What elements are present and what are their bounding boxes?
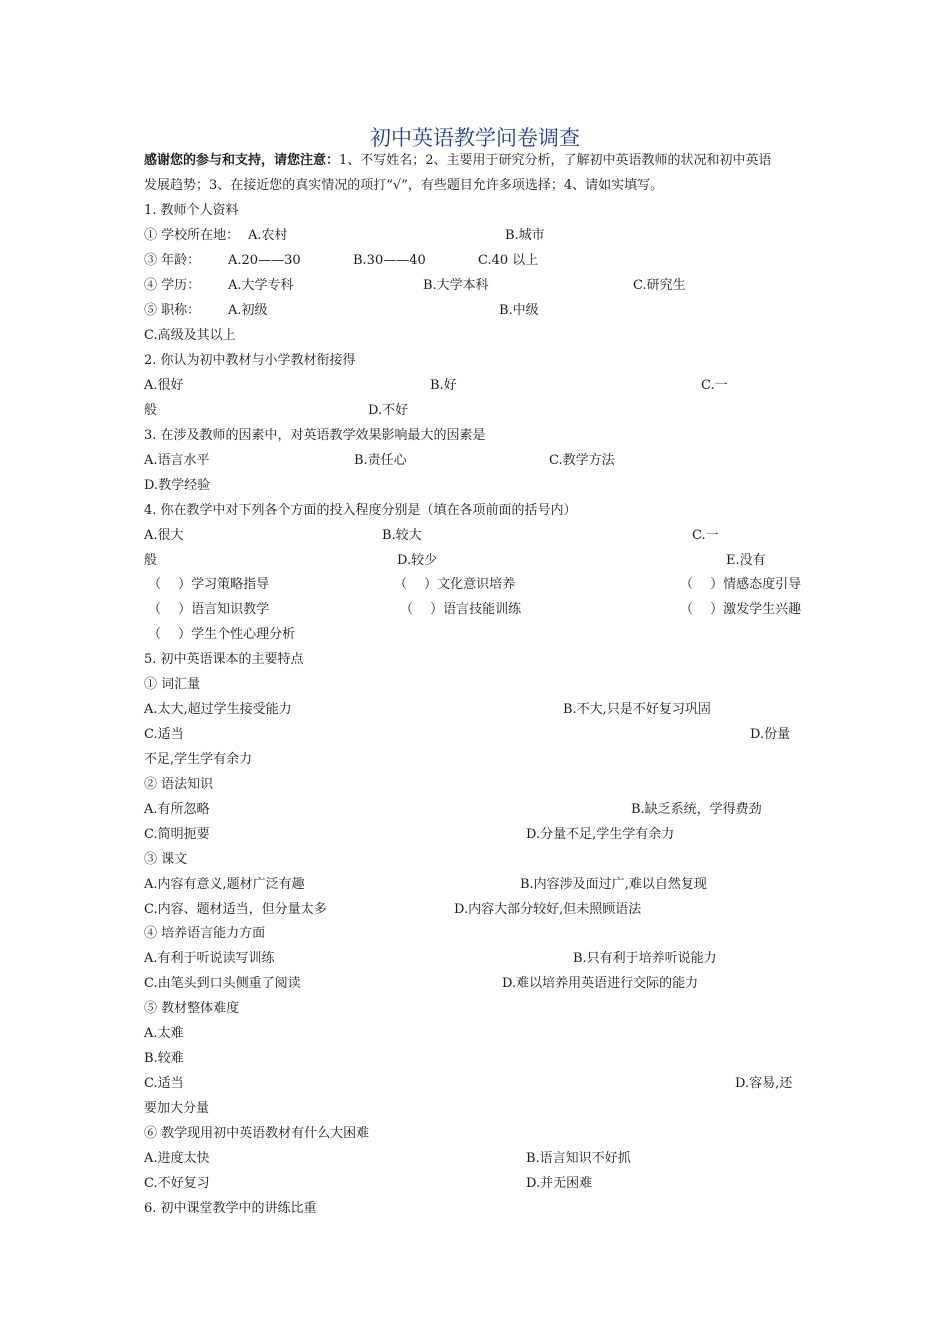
q1-edu-option-a: A.大学专科 (228, 278, 294, 293)
q1-heading: 1. 教师个人资料 (144, 203, 239, 218)
q5-s3-option-b: B.内容涉及面过广,难以自然复现 (520, 877, 707, 892)
q3-option-a: A.语言水平 (144, 453, 210, 468)
q4-option-d: D.较少 (397, 553, 438, 568)
q5-s1-option-d: D.份量 (750, 727, 791, 742)
intro-line-1 (144, 148, 806, 173)
q5-s3-label: ③ 课文 (144, 852, 188, 867)
q5-s5-option-c: C.适当 (144, 1076, 184, 1091)
q4-option-b: B.较大 (382, 528, 422, 543)
q1-title-row (144, 298, 806, 323)
q4-item-knowledge: （ ）语言知识教学 (148, 602, 270, 617)
q1-school-label: ① 学校所在地： (144, 228, 240, 243)
q5-s3-option-d: D.内容大部分较好,但未照顾语法 (454, 902, 642, 917)
q6-heading: 6. 初中课堂教学中的讲练比重 (144, 1201, 317, 1216)
q1-age-option-c: C.40 以上 (478, 253, 539, 268)
q5-s3-option-c: C.内容、题材适当，但分量太多 (144, 902, 327, 917)
q1-school-option-b: B.城市 (505, 228, 545, 243)
q5-s1-label: ① 词汇量 (144, 677, 201, 692)
q5-s2-row-2 (144, 822, 806, 847)
q3-options-row (144, 448, 806, 473)
q5-s1-option-a: A.太大,超过学生接受能力 (144, 702, 292, 717)
q3-option-c: C.教学方法 (549, 453, 615, 468)
q3-option-b: B.责任心 (354, 453, 407, 468)
q4-heading: 4. 你在教学中对下列各个方面的投入程度分别是（填在各项前面的括号内） (144, 503, 577, 518)
q5-s4-option-a: A.有利于听说读写训练 (144, 951, 275, 966)
q4-items-row-1 (144, 572, 806, 597)
q1-title-option-c: C.高级及其以上 (144, 328, 236, 343)
q4-option-c: C.一 (692, 528, 719, 543)
q4-items-row-3 (144, 622, 806, 647)
q5-s2-row-1 (144, 797, 806, 822)
intro-line-2: 发展趋势；3、在接近您的真实情况的项打“√”，有些题目允许多项选择；4、请如实填写。 (144, 178, 664, 193)
q5-s5-row (144, 1071, 806, 1096)
q4-items-row-2 (144, 597, 806, 622)
q4-item-psychology: （ ）学生个性心理分析 (148, 627, 296, 642)
q5-s2-option-b: B.缺乏系统，学得费劲 (631, 802, 762, 817)
q2-option-b: B.好 (430, 378, 457, 393)
q5-s6-option-c: C.不好复习 (144, 1176, 210, 1191)
q2-options-row-2 (144, 398, 806, 423)
q5-s1-option-d-cont: 不足,学生学有余力 (144, 752, 253, 767)
q5-s1-option-c: C.适当 (144, 727, 184, 742)
q5-s4-option-c: C.由笔头到口头侧重了阅读 (144, 976, 301, 991)
q4-option-e: E.没有 (726, 553, 766, 568)
q2-option-d: D.不好 (368, 403, 409, 418)
q5-s2-label: ② 语法知识 (144, 777, 214, 792)
intro-notice: 感谢您的参与和支持，请您注意： (144, 153, 340, 168)
q2-option-c-cont: 般 (144, 403, 158, 418)
q1-title-label: ⑤ 职称： (144, 303, 201, 318)
q3-option-d: D.教学经验 (144, 478, 211, 493)
q1-age-label: ③ 年龄： (144, 253, 201, 268)
q5-s5-option-b: B.较难 (144, 1051, 184, 1066)
q5-s6-option-d: D.并无困难 (526, 1176, 593, 1191)
document-title: 初中英语教学问卷调查 (370, 126, 580, 150)
q5-s1-option-b: B.不大,只是不好复习巩固 (563, 702, 711, 717)
q1-edu-row (144, 273, 806, 298)
q4-item-attitude: （ ）情感态度引导 (680, 577, 802, 592)
q4-item-interest: （ ）激发学生兴趣 (680, 602, 802, 617)
q1-edu-label: ④ 学历： (144, 278, 201, 293)
intro-text: 1、不写姓名；2、主要用于研究分析，了解初中英语教师的状况和初中英语 (339, 153, 772, 168)
q1-school-row (144, 223, 806, 248)
q5-heading: 5. 初中英语课本的主要特点 (144, 652, 304, 667)
q1-school-option-a: A.农村 (248, 228, 288, 243)
q5-s5-option-a: A.太难 (144, 1026, 184, 1041)
q5-s4-row-2 (144, 971, 806, 996)
q5-s6-option-b: B.语言知识不好抓 (526, 1151, 631, 1166)
q4-option-c-cont: 般 (144, 553, 158, 568)
q5-s3-option-a: A.内容有意义,题材广泛有趣 (144, 877, 305, 892)
q5-s1-row-2 (144, 722, 806, 747)
q4-item-skills: （ ）语言技能训练 (400, 602, 522, 617)
q5-s3-row-1 (144, 872, 806, 897)
q5-s2-option-a: A.有所忽略 (144, 802, 210, 817)
q2-option-a: A.很好 (144, 378, 184, 393)
q5-s4-row-1 (144, 946, 806, 971)
q5-s2-option-d: D.分量不足,学生学有余力 (526, 827, 675, 842)
q1-edu-option-c: C.研究生 (633, 278, 686, 293)
q5-s6-row-2 (144, 1171, 806, 1196)
q3-heading: 3. 在涉及教师的因素中，对英语教学效果影响最大的因素是 (144, 428, 486, 443)
q2-option-c: C.一 (701, 378, 728, 393)
q1-title-option-a: A.初级 (228, 303, 268, 318)
q4-item-strategy: （ ）学习策略指导 (148, 577, 270, 592)
q4-item-culture: （ ）文化意识培养 (394, 577, 516, 592)
q5-s1-row-1 (144, 697, 806, 722)
q5-s5-option-d: D.容易,还 (735, 1076, 793, 1091)
q1-age-row (144, 248, 806, 273)
q5-s6-row-1 (144, 1146, 806, 1171)
q5-s6-option-a: A.进度太快 (144, 1151, 210, 1166)
q2-options-row (144, 373, 806, 398)
q1-edu-option-b: B.大学本科 (423, 278, 489, 293)
q5-s4-option-d: D.难以培养用英语进行交际的能力 (502, 976, 699, 991)
q5-s5-label: ⑤ 教材整体难度 (144, 1001, 240, 1016)
q5-s5-option-d-cont: 要加大分量 (144, 1101, 210, 1116)
q4-scale-row-2 (144, 548, 806, 573)
q4-option-a: A.很大 (144, 528, 184, 543)
q5-s6-label: ⑥ 教学现用初中英语教材有什么大困难 (144, 1126, 370, 1141)
q5-s3-row-2 (144, 897, 806, 922)
q5-s2-option-c: C.简明扼要 (144, 827, 210, 842)
q4-scale-row (144, 523, 806, 548)
q1-age-option-b: B.30——40 (353, 253, 426, 268)
q5-s4-option-b: B.只有利于培养听说能力 (573, 951, 717, 966)
q1-title-option-b: B.中级 (499, 303, 539, 318)
q5-s4-label: ④ 培养语言能力方面 (144, 926, 266, 941)
q1-age-option-a: A.20——30 (228, 253, 301, 268)
q2-heading: 2. 你认为初中教材与小学教材衔接得 (144, 353, 356, 368)
